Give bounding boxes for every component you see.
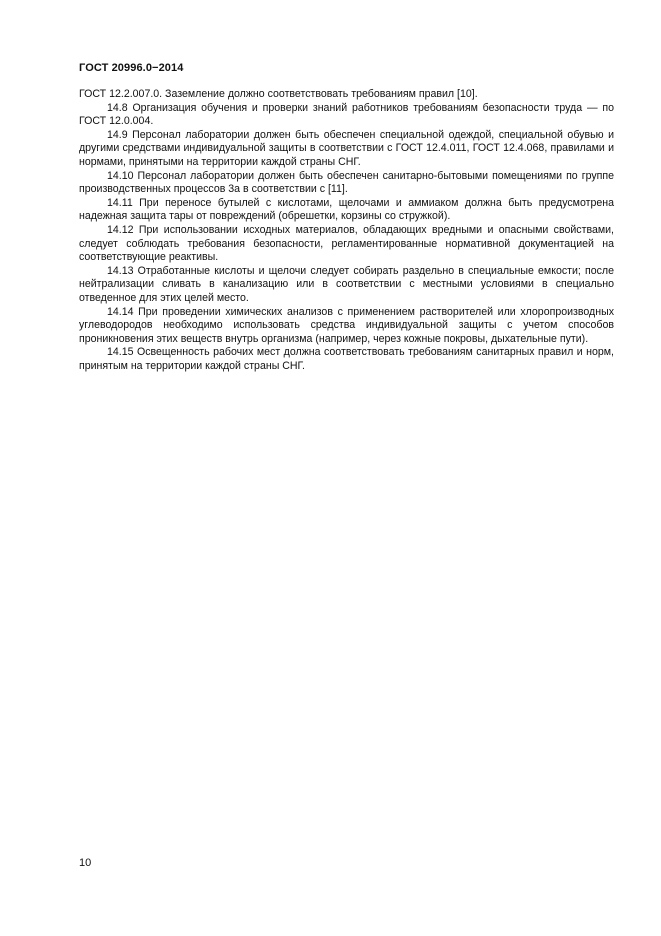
paragraph-14-14: 14.14 При проведении химических анализов с применением растворителей или хлоропроизводных углеводородов необходимо использовать средства индивидуальной защиты с учетом способов проникновения этих веществ внутрь организма (например, через кожные покровы, дыхательные пути). <box>79 305 614 345</box>
page-number: 10 <box>79 857 92 869</box>
paragraph-14-8: 14.8 Организация обучения и проверки знаний работников требованиям безопасности труда — по ГОСТ 12.0.004. <box>79 101 614 128</box>
paragraph-14-13: 14.13 Отработанные кислоты и щелочи следует собирать раздельно в специальные емкости; после нейтрализации сливать в канализацию или в соответствии с местными условиями в специально отведенное для этих целей место. <box>79 264 614 304</box>
paragraph-14-12: 14.12 При использовании исходных материалов, обладающих вредными и опасными свойствами, следует соблюдать требования безопасности, регламентированные нормативной документацией на соответствующие реактивы. <box>79 223 614 264</box>
page-header-title: ГОСТ 20996.0−2014 <box>79 62 184 74</box>
body-text <box>79 88 614 373</box>
paragraph-14-10: 14.10 Персонал лаборатории должен быть обеспечен санитарно-бытовыми помещениями по группе производственных процессов 3а в соответствии с [11]. <box>79 169 614 196</box>
paragraph-14-11: 14.11 При переносе бутылей с кислотами, щелочами и аммиаком должна быть предусмотрена надежная защита тары от повреждений (обрешетки, корзины со стружкой). <box>79 196 614 223</box>
paragraph-continuation: ГОСТ 12.2.007.0. Заземление должно соответствовать требованиям правил [10]. <box>79 88 478 100</box>
paragraph-14-9: 14.9 Персонал лаборатории должен быть обеспечен специальной одеждой, специальной обувью и другими средствами индивидуальной защиты в соответствии с ГОСТ 12.4.011, ГОСТ 12.4.068, правилами и нормами, принятыми на территории каждой страны СНГ. <box>79 128 614 168</box>
paragraph-14-15: 14.15 Освещенность рабочих мест должна соответствовать требованиям санитарных правил и норм, принятым на территории каждой страны СНГ. <box>79 346 614 372</box>
